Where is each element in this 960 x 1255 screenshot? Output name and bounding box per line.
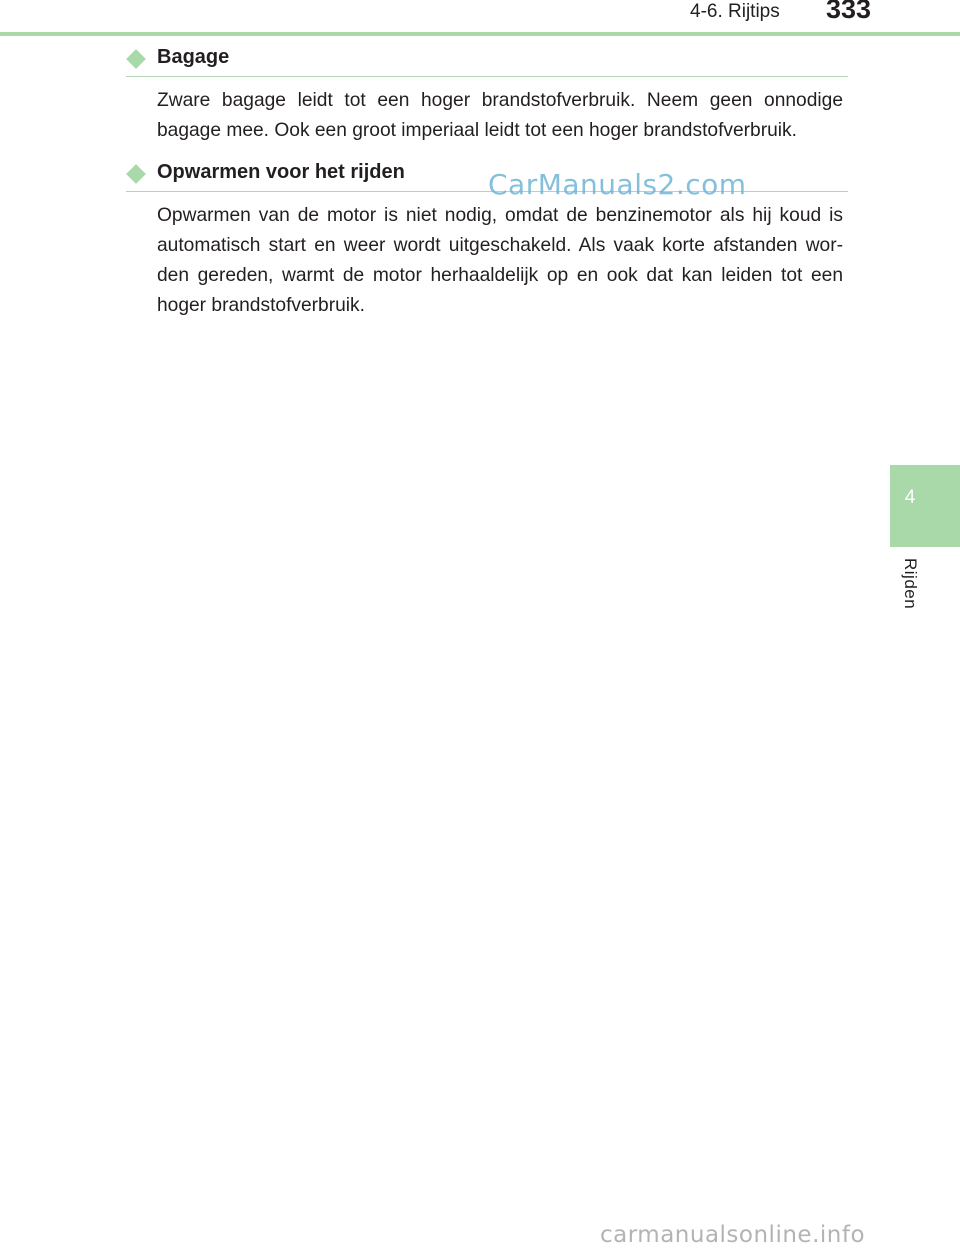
- section-heading: [126, 46, 848, 77]
- section-heading-text: Bagage: [157, 46, 230, 68]
- chapter-tab-title: Rijden: [901, 558, 920, 610]
- diamond-bullet-icon: [126, 49, 146, 69]
- section-body: Opwarmen van de motor is niet nodig, omdat de benzinemotor als hij koud is automatisch start en weer wordt uitgeschakeld. Als vaak korte afstanden wor-den gereden, warmt de motor herhaaldelijk op en ook dat kan leiden tot een hoger brandstofverbruik.: [157, 205, 843, 316]
- watermark-carmanualsonline: carmanualsonline.info: [600, 1222, 866, 1248]
- running-header-section: 4-6. Rijtips: [690, 1, 780, 22]
- watermark-carmanuals2: CarManuals2.com: [488, 168, 747, 201]
- chapter-tab-number: 4: [904, 487, 916, 508]
- section-body: Zware bagage leidt tot een hoger brandstofverbruik. Neem geen onnodige bagage mee. Ook een groot imperiaal leidt tot een hoger brandstofverbruik.: [157, 90, 843, 141]
- section-heading-text: Opwarmen voor het rijden: [157, 161, 405, 183]
- page-number: 333: [826, 0, 872, 24]
- diamond-bullet-icon: [126, 164, 146, 184]
- section-bagage: [126, 46, 848, 146]
- header-rule: [0, 32, 960, 36]
